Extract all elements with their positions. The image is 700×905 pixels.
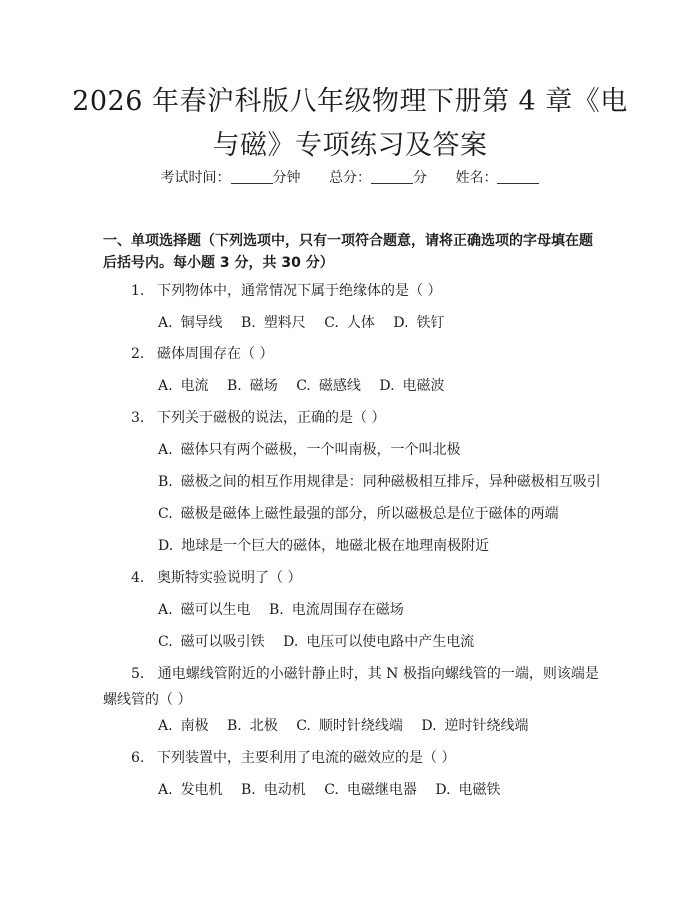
option-text: 电压可以使电路中产生电流 — [306, 634, 475, 650]
question-text: 下列装置中，主要利用了电流的磁效应的是（ ） — [157, 750, 456, 766]
name-blank — [497, 169, 539, 184]
option-letter: D. — [421, 718, 437, 734]
option-text: 塑料尺 — [263, 315, 306, 331]
option-text: 铁钉 — [416, 315, 445, 331]
question-number: 1. — [131, 283, 145, 299]
options-1 — [158, 313, 459, 333]
question-6 — [131, 748, 601, 768]
time-unit: 分钟 — [272, 170, 301, 186]
question-text: 下列关于磁极的说法，正确的是（ ） — [157, 410, 386, 426]
option-1a — [158, 313, 223, 333]
option-letter: A. — [158, 315, 173, 331]
option-letter: B. — [227, 718, 242, 734]
score-blank — [371, 169, 413, 184]
question-3 — [131, 408, 601, 428]
option — [158, 504, 559, 524]
question-number: 4. — [131, 570, 145, 586]
option-letter: D. — [393, 315, 409, 331]
exam-meta — [0, 168, 700, 188]
section-heading: 一、单项选择题（下列选项中，只有一项符合题意，请将正确选项的字母填在题后括号内。每小题 3 分，共 30 分） — [103, 233, 593, 271]
option-text: 地球是一个巨大的磁体，地磁北极在地理南极附近 — [181, 538, 490, 554]
question-1 — [131, 281, 601, 301]
question-number: 3. — [131, 410, 145, 426]
question-2 — [131, 344, 601, 364]
student-name — [455, 168, 539, 188]
option — [158, 472, 601, 492]
option-letter: A. — [158, 718, 173, 734]
options-4-row2 — [158, 632, 488, 652]
option-letter: B. — [241, 315, 256, 331]
option-text: 铜导线 — [180, 315, 223, 331]
title-line-1: 2026 年春沪科版八年级物理下册第 4 章《电 — [72, 86, 628, 117]
option-5a — [158, 716, 209, 736]
option-3a — [158, 440, 475, 460]
question-text: 下列物体中，通常情况下属于绝缘体的是（ ） — [157, 283, 442, 299]
option-letter: A. — [158, 782, 173, 798]
option-1c — [324, 313, 375, 333]
question-number: 6. — [131, 750, 145, 766]
option-text: 发电机 — [180, 782, 223, 798]
option-letter: A. — [158, 602, 173, 618]
option-letter: C. — [296, 378, 311, 394]
option-text: 电磁波 — [402, 378, 445, 394]
option-text: 磁体只有两个磁极，一个叫南极，一个叫北极 — [180, 442, 461, 458]
option-4c — [158, 632, 265, 652]
exam-time — [161, 168, 301, 188]
option-text: 磁极之间的相互作用规律是：同种磁极相互排斥，异种磁极相互吸引 — [180, 474, 601, 490]
options-5 — [158, 716, 543, 736]
option-4a — [158, 600, 251, 620]
option — [158, 536, 489, 556]
option-4d — [283, 632, 474, 652]
option-4b — [269, 600, 404, 620]
option-2a — [158, 376, 209, 396]
option-text: 磁可以吸引铁 — [180, 634, 265, 650]
option-letter: D. — [379, 378, 395, 394]
option-3d — [158, 536, 503, 556]
option-text: 磁极是磁体上磁性最强的部分，所以磁极总是位于磁体的两端 — [180, 506, 559, 522]
option-text: 电磁铁 — [458, 782, 501, 798]
option — [158, 440, 461, 460]
option-text: 逆时针绕线端 — [444, 718, 529, 734]
options-4-row1 — [158, 600, 418, 620]
option-text: 电流周围存在磁场 — [291, 602, 404, 618]
option-3c — [158, 504, 573, 524]
option-letter: D. — [283, 634, 299, 650]
option-2b — [227, 376, 278, 396]
option-letter: C. — [296, 718, 311, 734]
option-text: 电动机 — [263, 782, 306, 798]
option-6d — [435, 780, 500, 800]
option-5b — [227, 716, 278, 736]
option-6b — [241, 780, 306, 800]
option-6a — [158, 780, 223, 800]
question-text: 奥斯特实验说明了（ ） — [157, 570, 302, 586]
title-line-2: 与磁》专项练习及答案 — [212, 130, 488, 161]
option-letter: C. — [324, 315, 339, 331]
option-letter: B. — [227, 378, 242, 394]
question-text: 磁体周围存在（ ） — [157, 346, 274, 362]
score-unit: 分 — [413, 170, 427, 186]
question-number: 5. — [131, 666, 145, 682]
score-label: 总分： — [329, 170, 371, 186]
option-3b — [158, 472, 615, 492]
option-letter: C. — [158, 506, 173, 522]
option-letter: B. — [269, 602, 284, 618]
document-title — [70, 80, 630, 168]
total-score — [329, 168, 427, 188]
option-text: 人体 — [346, 315, 375, 331]
option-letter: B. — [158, 474, 173, 490]
option-text: 北极 — [249, 718, 278, 734]
option-letter: B. — [241, 782, 256, 798]
option-6c — [324, 780, 417, 800]
options-6 — [158, 780, 515, 800]
option-text: 磁可以生电 — [180, 602, 251, 618]
option-letter: D. — [435, 782, 451, 798]
option-1b — [241, 313, 306, 333]
option-text: 南极 — [180, 718, 209, 734]
option-letter: C. — [158, 634, 173, 650]
option-letter: D. — [158, 538, 174, 554]
question-4 — [131, 568, 601, 588]
option-2c — [296, 376, 361, 396]
option-text: 磁感线 — [318, 378, 361, 394]
time-label: 考试时间： — [160, 170, 231, 186]
option-letter: A. — [158, 442, 173, 458]
option-text: 电磁继电器 — [346, 782, 417, 798]
option-text: 电流 — [180, 378, 209, 394]
option-1d — [393, 313, 444, 333]
option-text: 磁场 — [249, 378, 278, 394]
option-2d — [379, 376, 444, 396]
option-letter: C. — [324, 782, 339, 798]
question-text: 通电螺线管附近的小磁针静止时，其 N 极指向螺线管的一端，则该端是螺线管的（ ） — [103, 666, 599, 708]
options-2 — [158, 376, 459, 396]
option-text: 顺时针绕线端 — [318, 718, 403, 734]
question-5 — [103, 661, 603, 713]
option-letter: A. — [158, 378, 173, 394]
name-label: 姓名： — [455, 170, 498, 186]
time-blank — [231, 169, 273, 184]
option-5d — [421, 716, 528, 736]
option-5c — [296, 716, 403, 736]
question-number: 2. — [131, 346, 145, 362]
